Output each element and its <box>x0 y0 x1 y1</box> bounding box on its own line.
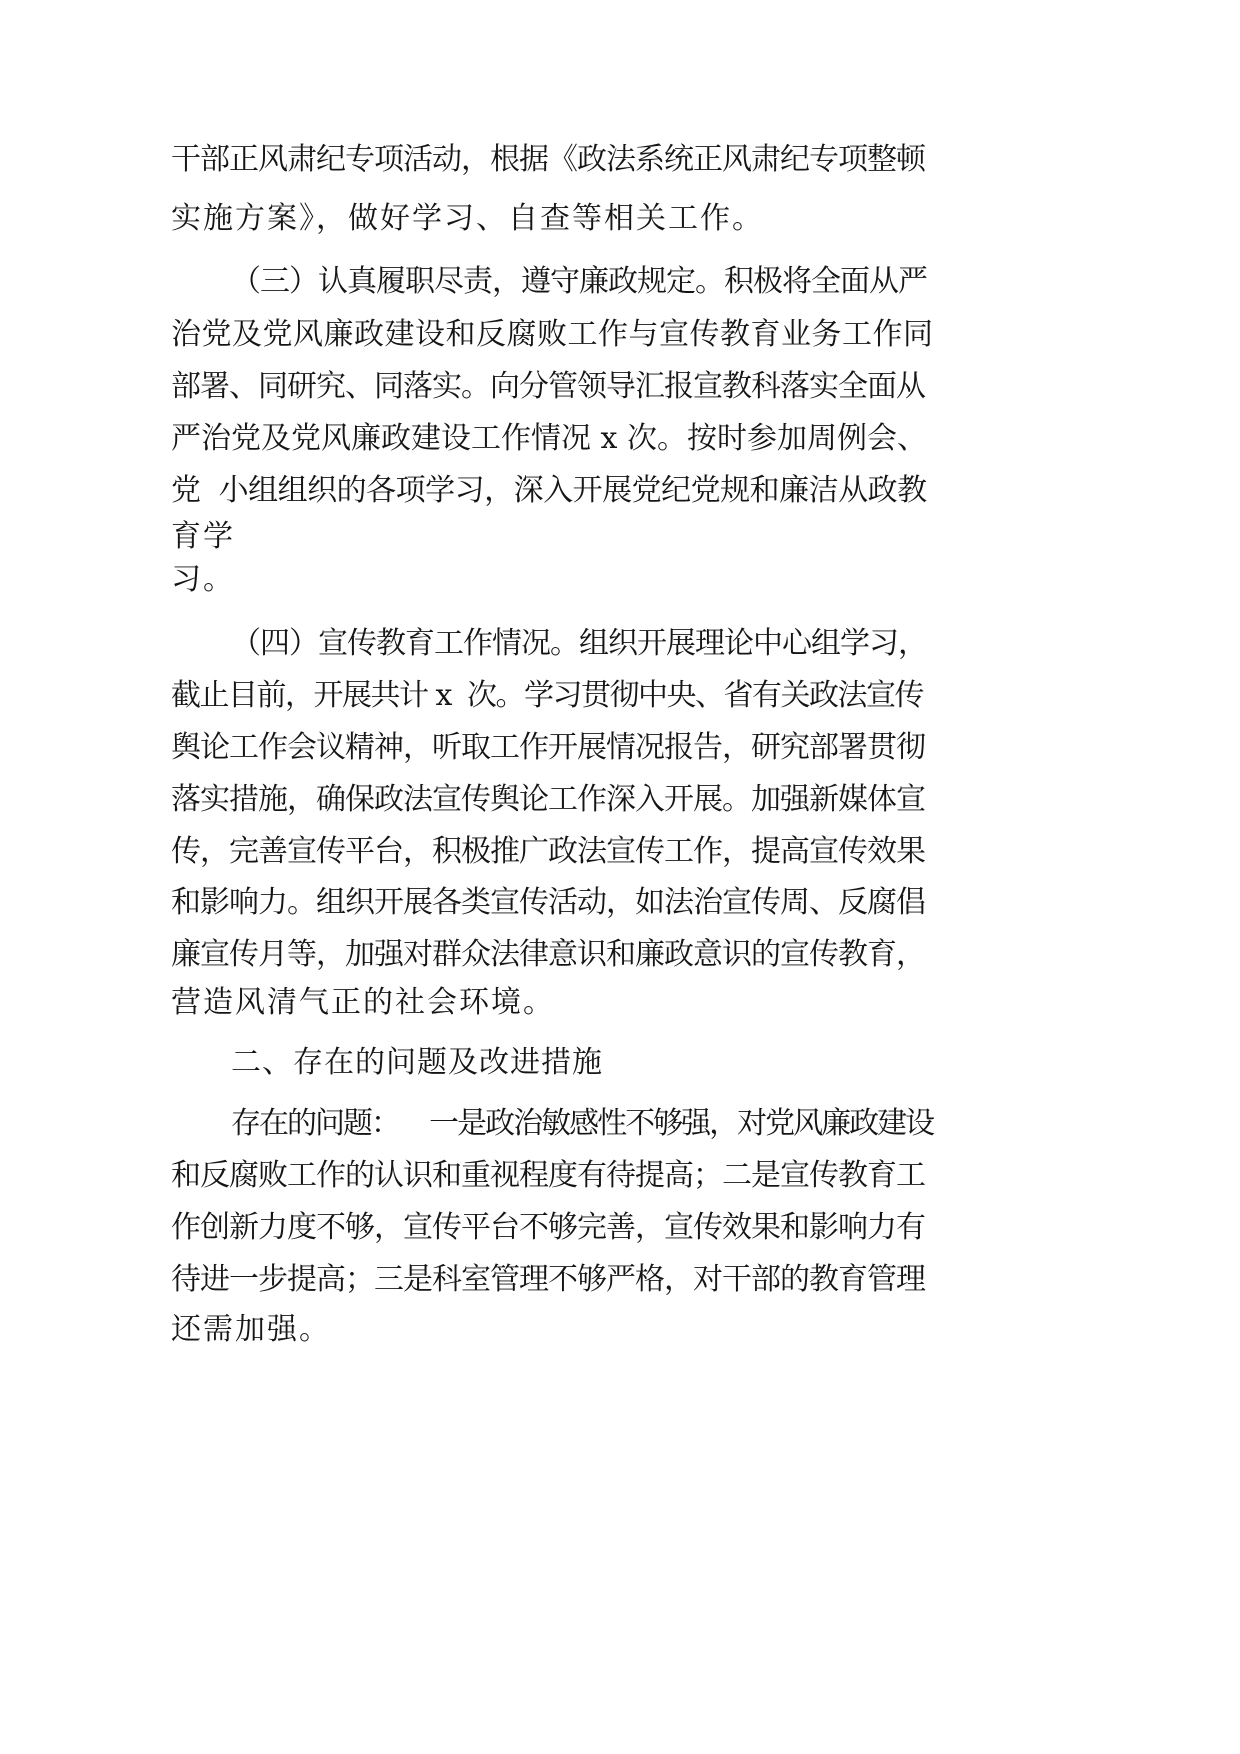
paragraph-line: 习。 <box>171 562 235 597</box>
paragraph-line: （三）认真履职尽责，遵守廉政规定。积极将全面从严 <box>231 264 927 299</box>
paragraph-line: 作创新力度不够，宣传平台不够完善，宣传效果和影响力有 <box>171 1210 925 1245</box>
paragraph-line: （四）宣传教育工作情况。组织开展理论中心组学习， <box>231 626 927 661</box>
paragraph-line: 和反腐败工作的认识和重视程度有待提高；二是宣传教育工 <box>171 1158 925 1193</box>
paragraph-line: 截止目前，开展共计 x 次。学习贯彻中央、省有关政法宣传 <box>171 678 924 713</box>
paragraph-line: 和影响力。组织开展各类宣传活动，如法治宣传周、反腐倡 <box>171 885 925 920</box>
paragraph-line: 廉宣传月等，加强对群众法律意识和廉政意识的宣传教育， <box>171 937 925 972</box>
paragraph-line: 党 小组组织的各项学习，深入开展党纪党规和廉洁从政教 <box>171 473 927 508</box>
paragraph-line: 营造风清气正的社会环境。 <box>171 985 555 1020</box>
paragraph-line: 干部正风肃纪专项活动，根据《政法系统正风肃纪专项整顿 <box>171 142 925 177</box>
paragraph-line: 传，完善宣传平台，积极推广政法宣传工作，提高宣传效果 <box>171 834 925 869</box>
paragraph-line: 舆论工作会议精神，听取工作开展情况报告，研究部署贯彻 <box>171 730 925 765</box>
paragraph-line: 落实措施，确保政法宣传舆论工作深入开展。加强新媒体宣 <box>171 782 925 817</box>
paragraph-line: 实施方案》，做好学习、自查等相关工作。 <box>171 201 764 236</box>
paragraph-line: 还需加强。 <box>171 1312 331 1347</box>
paragraph-line: 待进一步提高；三是科室管理不够严格，对干部的教育管理 <box>171 1262 925 1297</box>
paragraph-line: 存在的问题： 一是政治敏感性不够强，对党风廉政建设 <box>231 1106 934 1141</box>
paragraph-line: 育学 <box>171 519 235 554</box>
paragraph-line: 治党及党风廉政建设和反腐败工作与宣传教育业务工作同 <box>171 317 934 352</box>
section-heading: 二、存在的问题及改进措施 <box>231 1045 603 1080</box>
paragraph-line: 部署、同研究、同落实。向分管领导汇报宣教科落实全面从 <box>171 369 925 404</box>
paragraph-line: 严治党及党风廉政建设工作情况 x 次。按时参加周例会、 <box>171 421 927 456</box>
